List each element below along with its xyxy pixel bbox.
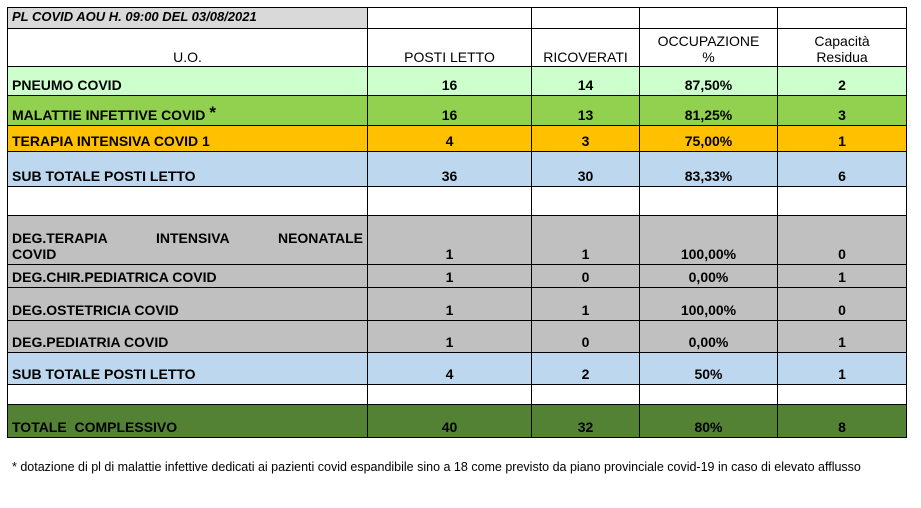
row-label: SUB TOTALE POSTI LETTO [8, 152, 368, 187]
header-posti-letto: POSTI LETTO [368, 29, 532, 67]
spacer-row [8, 187, 907, 216]
row-label: SUB TOTALE POSTI LETTO [8, 353, 368, 385]
header-occupazione: OCCUPAZIONE % [640, 29, 778, 67]
header-ricoverati: RICOVERATI [532, 29, 640, 67]
table-title: PL COVID AOU H. 09:00 DEL 03/08/2021 [8, 8, 368, 29]
table-row: DEG.OSTETRICIA COVID 1 1 100,00% 0 [8, 288, 907, 321]
header-row [8, 29, 907, 67]
subtotal-row: SUB TOTALE POSTI LETTO 4 2 50% 1 [8, 353, 907, 385]
row-label: TOTALE COMPLESSIVO [8, 405, 368, 438]
row-label: DEG.PEDIATRIA COVID [8, 321, 368, 353]
bed-occupancy-table [7, 7, 907, 438]
footnote-marker: * [209, 103, 217, 122]
header-uo: U.O. [8, 29, 368, 67]
total-row: TOTALE COMPLESSIVO 40 32 80% 8 [8, 405, 907, 438]
table-row: PNEUMO COVID 16 14 87,50% 2 [8, 67, 907, 96]
row-label: MALATTIE INFETTIVE COVID * [8, 96, 368, 126]
table-row: DEG.TERAPIA INTENSIVA NEONATALE COVID 1 1 100,00% 0 [8, 216, 907, 265]
table-row: MALATTIE INFETTIVE COVID * 16 13 81,25% 3 [8, 96, 907, 126]
footnote: * dotazione di pl di malattie infettive dedicati ai pazienti covid espandibile sino a 18 come previsto da piano provinciale covid-19 in caso di elevato afflusso [12, 460, 861, 474]
spacer-row [8, 385, 907, 405]
title-row [8, 8, 907, 29]
table-row: TERAPIA INTENSIVA COVID 1 4 3 75,00% 1 [8, 126, 907, 152]
row-label: DEG.CHIR.PEDIATRICA COVID [8, 265, 368, 288]
table-row: DEG.CHIR.PEDIATRICA COVID 1 0 0,00% 1 [8, 265, 907, 288]
row-label: PNEUMO COVID [8, 67, 368, 96]
table-row: DEG.PEDIATRIA COVID 1 0 0,00% 1 [8, 321, 907, 353]
row-label: DEG.OSTETRICIA COVID [8, 288, 368, 321]
header-capacita-residua: Capacità Residua [778, 29, 907, 67]
row-label: TERAPIA INTENSIVA COVID 1 [8, 126, 368, 152]
row-label: DEG.TERAPIA INTENSIVA NEONATALE COVID [8, 216, 368, 265]
subtotal-row: SUB TOTALE POSTI LETTO 36 30 83,33% 6 [8, 152, 907, 187]
